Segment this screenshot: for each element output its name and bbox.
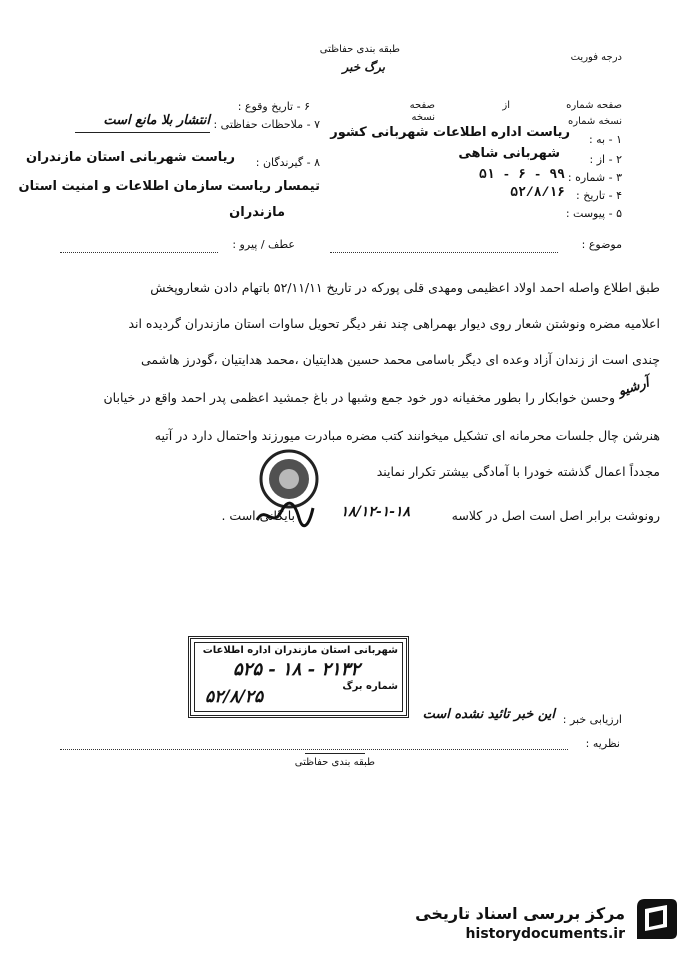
recipient-1: ریاست شهربانی استان مازندران [26, 150, 235, 165]
footer-classification-label: طبقه بندی حفاظتی [294, 757, 375, 768]
urgency-label: درجه فوریت [570, 52, 622, 63]
evaluation-value: این خبر تائید نشده است [422, 707, 555, 722]
received-stamp [188, 636, 409, 718]
stamp-title: شهربانی استان مازندران اداره اطلاعات [202, 645, 398, 656]
page-count-label: صفحه شماره [566, 100, 622, 111]
attachment-label: ۵ - پیوست : [565, 207, 622, 220]
reference-label: عطف / پیرو : [232, 238, 295, 251]
evaluation-label: ارزیابی خبر : [562, 713, 622, 726]
opinion-dotline [60, 749, 568, 750]
body-line-2: اعلامیه مضره ونوشتن شعار روی دیوار بهمراهی چند نفر دیگر تحویل ساوات استان مازندران گردیده اند [128, 316, 660, 331]
body-line-7: رونوشت برابر اصل است اصل در کلاسه [451, 508, 660, 523]
date-value: ۵۲/۸/۱۶ [510, 185, 565, 200]
margin-note: آرشیو [616, 375, 651, 400]
body-line-7-end: بایگانی است . [221, 508, 295, 523]
body-line-4: وحسن خوابکار را بطور مخفیانه دور خود جمع وشبها در باغ جمشید اعظمی پدر احمد واقع در خیابان [103, 390, 615, 405]
number-label: ۳ - شماره : [567, 171, 622, 184]
body-line-6: مجدداً اعمال گذشته خودرا با آمادگی بیشتر تکرار نمایند [376, 464, 660, 479]
protective-notes-value: انتشار بلا مانع است [103, 113, 210, 128]
copy-of-label: نسخه [411, 112, 435, 123]
recipient-2b: مازندران [229, 205, 285, 220]
of-label: از [502, 100, 510, 111]
body-line-3: چندی است از زندان آزاد وعده ای دیگر باسامی محمد حسین هدایتیان ،محمد هدایتیان ،گودرز هاشمی [140, 352, 660, 367]
subject-label: موضوع : [581, 238, 622, 251]
page-label: صفحه [409, 100, 435, 111]
underline [75, 132, 210, 133]
watermark-title: مرکز بررسی اسناد تاریخی [415, 904, 625, 923]
subject-dotline [330, 252, 558, 253]
stamp-record-label: شماره برگ [342, 681, 398, 692]
date-event-label: ۶ - تاریخ وقوع : [237, 100, 310, 113]
from-label: ۲ - از : [589, 153, 622, 166]
signature-icon [255, 500, 315, 530]
archive-logo-icon [631, 893, 683, 945]
to-label: ۱ - به : [588, 133, 622, 146]
watermark-url: historydocuments.ir [465, 926, 625, 942]
from-value: شهربانی شاهی [458, 146, 560, 161]
protective-notes-label: ۷ - ملاحظات حفاظتی : [213, 118, 320, 131]
to-value: ریاست اداره اطلاعات شهربانی کشور [330, 125, 570, 140]
classification-label: طبقه بندی حفاظتی [319, 44, 400, 55]
recipient-2a: تیمسار ریاست سازمان اطلاعات و امنیت استان [18, 179, 320, 194]
footer-rule [305, 753, 365, 754]
stamp-date: ۵۲/۸/۲۵ [205, 687, 264, 707]
reference-dotline [60, 252, 218, 253]
archive-file-number: ۱۸/۱۲-۱-۱۸ [340, 504, 410, 520]
classification-value: برگ خبر [342, 60, 385, 74]
number-value: ۹۹ - ۶ - ۵۱ [479, 167, 565, 182]
body-line-5: هنرشن چال جلسات محرمانه ای تشکیل میخوانند کتب مضره مبادرت میورزند واحتمال دارد در آتیه [154, 428, 660, 443]
date-label: ۴ - تاریخ : [576, 189, 622, 202]
copy-label: نسخه شماره [568, 116, 622, 127]
body-line-1: طبق اطلاع واصله احمد اولاد اعظیمی ومهدی قلی پورکه در تاریخ ۵۲/۱۱/۱۱ باتهام دادن شعاروپخش [150, 280, 660, 295]
recipients-label: ۸ - گیرندگان : [255, 156, 320, 169]
opinion-label: نظریه : [585, 737, 620, 750]
stamp-number: ۵۲۵ - ۱۸ - ۲۱۳۲ [232, 659, 361, 680]
